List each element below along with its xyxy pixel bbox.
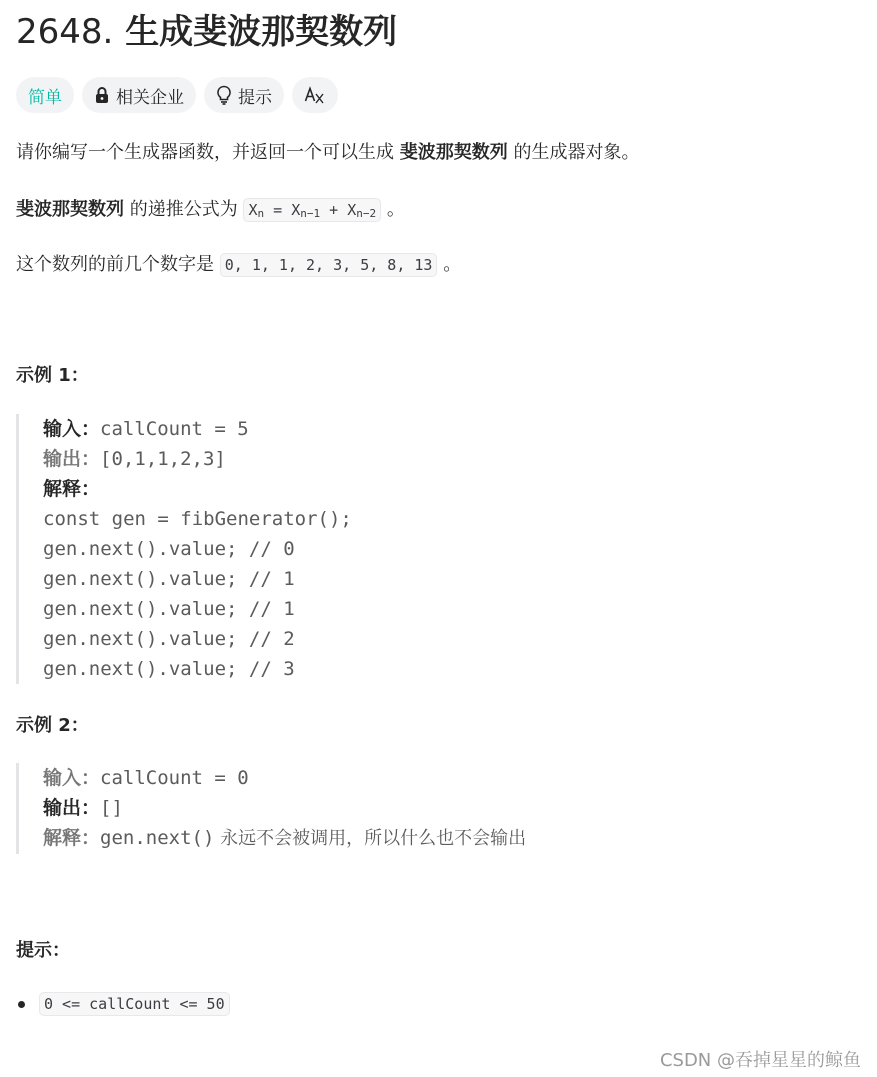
desc-text: 这个数列的前几个数字是: [16, 254, 214, 275]
problem-number: 2648.: [16, 12, 114, 52]
example-1-output: 输出：[0,1,1,2,3]: [43, 448, 226, 470]
sequence-code: 0, 1, 1, 2, 3, 5, 8, 13: [220, 253, 438, 277]
desc-text: 的递推公式为: [129, 199, 238, 220]
desc-text: 。: [386, 199, 405, 220]
desc-text: 请你编写一个生成器函数，并返回一个可以生成: [16, 142, 394, 163]
example-2-output: 输出：[]: [43, 797, 123, 819]
companies-tag[interactable]: [82, 77, 196, 113]
constraint-code: 0 <= callCount <= 50: [39, 992, 230, 1016]
description-line-1: [16, 139, 639, 167]
hint-tag[interactable]: [204, 77, 284, 113]
example-2-input: 输入：callCount = 0: [43, 767, 249, 789]
formula-code: $X_n = X_{n-1} + X_{n-2}$: [243, 198, 381, 222]
code-line: gen.next().value; // 0: [43, 538, 295, 560]
bullet-icon: [18, 1001, 25, 1008]
example-2-heading: 示例 2：: [16, 715, 89, 736]
example-2-explain: 解释：gen.next() 永远不会被调用，所以什么也不会输出: [43, 827, 527, 849]
constraints-heading: 提示：: [16, 940, 70, 961]
code-line: gen.next().value; // 1: [43, 598, 295, 620]
difficulty-tag[interactable]: [16, 77, 74, 113]
constraint-item: [16, 992, 230, 1016]
lock-icon: [94, 86, 110, 104]
watermark: CSDN @吞掉星星的鲸鱼: [659, 1050, 861, 1071]
description-line-2: [16, 196, 405, 228]
desc-text: 。: [443, 254, 462, 275]
example-2-block: [16, 763, 526, 854]
code-line: gen.next().value; // 3: [43, 658, 295, 680]
description-line-3: [16, 251, 461, 279]
desc-bold: 斐波那契数列: [399, 142, 508, 163]
example-1-block: [16, 414, 352, 684]
code-line: gen.next().value; // 1: [43, 568, 295, 590]
hint-label: 提示: [238, 87, 272, 108]
example-1-heading: 示例 1：: [16, 365, 89, 386]
desc-text: 的生成器对象。: [513, 142, 640, 163]
translate-icon: [304, 86, 326, 104]
code-line: const gen = fibGenerator();: [43, 508, 352, 530]
problem-title: [16, 12, 397, 52]
difficulty-label: 简单: [28, 87, 62, 108]
lightbulb-icon: [216, 85, 232, 105]
tag-bar: [16, 77, 338, 113]
problem-name: 生成斐波那契数列: [125, 12, 398, 52]
translate-tag[interactable]: [292, 77, 338, 113]
companies-label: 相关企业: [116, 87, 184, 108]
desc-bold: 斐波那契数列: [16, 199, 124, 220]
example-1-input: 输入：callCount = 5: [43, 418, 249, 440]
code-line: gen.next().value; // 2: [43, 628, 295, 650]
example-1-explain: 解释：: [43, 478, 101, 500]
